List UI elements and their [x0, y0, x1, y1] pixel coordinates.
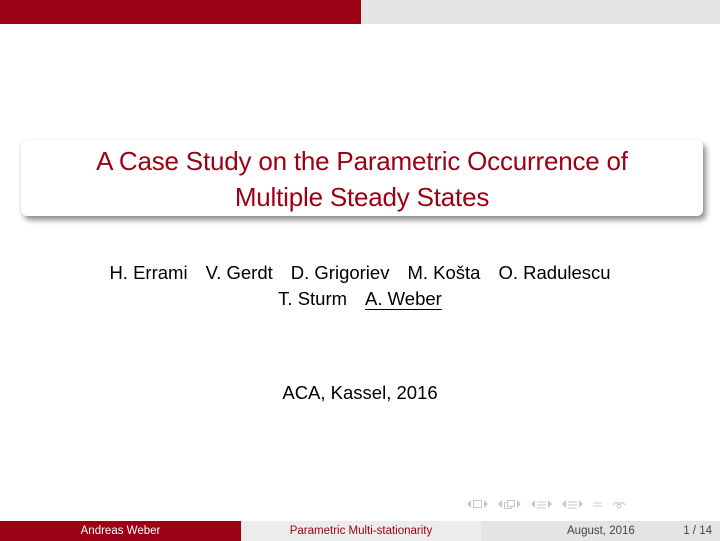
footer-bar — [0, 521, 720, 541]
subsection-icon — [537, 500, 546, 509]
footer-author: Andreas Weber — [80, 525, 161, 537]
footer-date-segment — [481, 521, 720, 541]
arrow-left-icon — [467, 500, 472, 508]
navigation-symbols — [467, 497, 720, 511]
arrow-left-icon — [498, 500, 503, 508]
author-row-2 — [0, 286, 720, 312]
author-name: O. Radulescu — [498, 262, 611, 283]
arrow-left-icon — [531, 500, 536, 508]
section-icon — [568, 500, 577, 509]
title-line-1: A Case Study on the Parametric Occurrence of — [96, 146, 628, 176]
footer-date: August, 2016 — [567, 525, 635, 537]
search-icon — [612, 499, 626, 509]
header-bar-left — [0, 0, 361, 24]
subsection-nav[interactable] — [531, 500, 552, 509]
author-name: V. Gerdt — [205, 262, 273, 283]
slide-nav[interactable] — [498, 500, 521, 509]
align-nav[interactable] — [593, 500, 602, 509]
arrow-right-icon — [547, 500, 552, 508]
author-name: D. Grigoriev — [290, 262, 390, 283]
arrow-left-icon — [562, 500, 567, 508]
presenter-name: A. Weber — [365, 288, 442, 309]
footer-author-segment — [0, 521, 241, 541]
slide-icon — [504, 500, 515, 509]
author-name: M. Košta — [407, 262, 481, 283]
arrow-right-icon — [483, 500, 488, 508]
event-info: ACA, Kassel, 2016 — [282, 382, 438, 403]
header-bar — [0, 0, 720, 24]
title-line-2: Multiple Steady States — [234, 182, 490, 212]
section-nav[interactable] — [562, 500, 583, 509]
arrow-right-icon — [516, 500, 521, 508]
header-bar-right — [361, 0, 720, 24]
align-icon — [593, 500, 602, 509]
author-name: T. Sturm — [278, 288, 348, 309]
title-box — [21, 140, 703, 216]
author-name: H. Errami — [109, 262, 188, 283]
author-list — [0, 260, 720, 312]
frame-icon — [473, 500, 482, 508]
footer-page-number: 1 / 14 — [683, 525, 712, 537]
search-nav[interactable] — [612, 499, 626, 509]
footer-title-segment — [241, 521, 481, 541]
footer-short-title: Parametric Multi-stationarity — [289, 525, 433, 537]
frame-nav[interactable] — [467, 500, 488, 508]
author-row-1 — [0, 260, 720, 286]
arrow-right-icon — [578, 500, 583, 508]
